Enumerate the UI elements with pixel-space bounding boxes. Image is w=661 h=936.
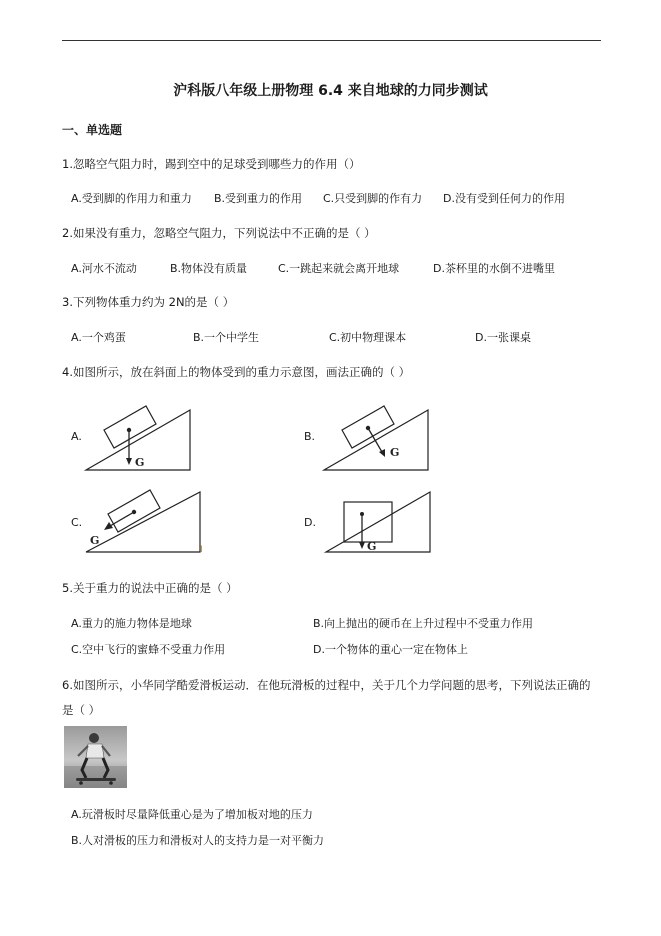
q4-figure-a — [82, 404, 200, 476]
q2-option-c: C.一跳起来就会离开地球 — [278, 262, 400, 275]
q4-figure-d — [322, 486, 440, 558]
q1-option-b: B.受到重力的作用 — [214, 192, 303, 205]
question-2-stem: 2.如果没有重力，忽略空气阻力，下列说法中不正确的是（ ） — [62, 226, 376, 240]
q5-option-d: D.一个物体的重心一定在物体上 — [313, 643, 468, 656]
q2-option-d: D.茶杯里的水倒不进嘴里 — [433, 262, 555, 275]
question-4-stem: 4.如图所示，放在斜面上的物体受到的重力示意图，画法正确的（ ） — [62, 365, 411, 379]
question-6-stem-line1: 6.如图所示，小华同学酷爱滑板运动．在他玩滑板的过程中，关于几个力学问题的思考，下列说法正确的 — [62, 678, 591, 692]
q4-figure-b — [320, 404, 438, 476]
question-5-stem: 5.关于重力的说法中正确的是（ ） — [62, 581, 238, 595]
skateboarder-photo — [64, 726, 127, 788]
q4-b-force-label: G — [390, 446, 400, 459]
q4-figure-c — [82, 486, 212, 558]
q5-option-b: B.向上抛出的硬币在上升过程中不受重力作用 — [313, 617, 534, 630]
q4-label-d: D. — [304, 516, 316, 529]
q4-label-c: C. — [71, 516, 83, 529]
q4-label-a: A. — [71, 430, 82, 443]
q4-c-force-label: G — [90, 534, 100, 547]
q1-option-d: D.没有受到任何力的作用 — [443, 192, 565, 205]
q5-option-c: C.空中飞行的蜜蜂不受重力作用 — [71, 643, 226, 656]
question-6-stem-line2: 是（ ） — [62, 703, 101, 717]
q4-a-force-label: G — [135, 456, 145, 469]
q3-option-b: B.一个中学生 — [193, 331, 260, 344]
q2-option-b: B.物体没有质量 — [170, 262, 248, 275]
q1-option-a: A.受到脚的作用力和重力 — [71, 192, 192, 205]
q2-option-a: A.河水不流动 — [71, 262, 137, 275]
question-1-stem: 1.忽略空气阻力时，踢到空中的足球受到哪些力的作用（） — [62, 157, 361, 171]
q5-option-a: A.重力的施力物体是地球 — [71, 617, 192, 630]
page-title: 沪科版八年级上册物理 6.4 来自地球的力同步测试 — [173, 83, 488, 99]
section-heading: 一、单选题 — [62, 123, 123, 137]
q3-option-a: A.一个鸡蛋 — [71, 331, 126, 344]
q3-option-c: C.初中物理课本 — [329, 331, 407, 344]
header-rule — [62, 40, 601, 41]
question-3-stem: 3.下列物体重力约为 2N的是（ ） — [62, 295, 235, 309]
q6-option-a: A.玩滑板时尽量降低重心是为了增加板对地的压力 — [71, 808, 313, 821]
q4-d-force-label: G — [367, 540, 377, 553]
q1-option-c: C.只受到脚的作有力 — [323, 192, 423, 205]
q4-label-b: B. — [304, 430, 316, 443]
q3-option-d: D.一张课桌 — [475, 331, 531, 344]
q4-c-stray-mark: I — [200, 545, 203, 555]
q6-option-b: B.人对滑板的压力和滑板对人的支持力是一对平衡力 — [71, 834, 325, 847]
